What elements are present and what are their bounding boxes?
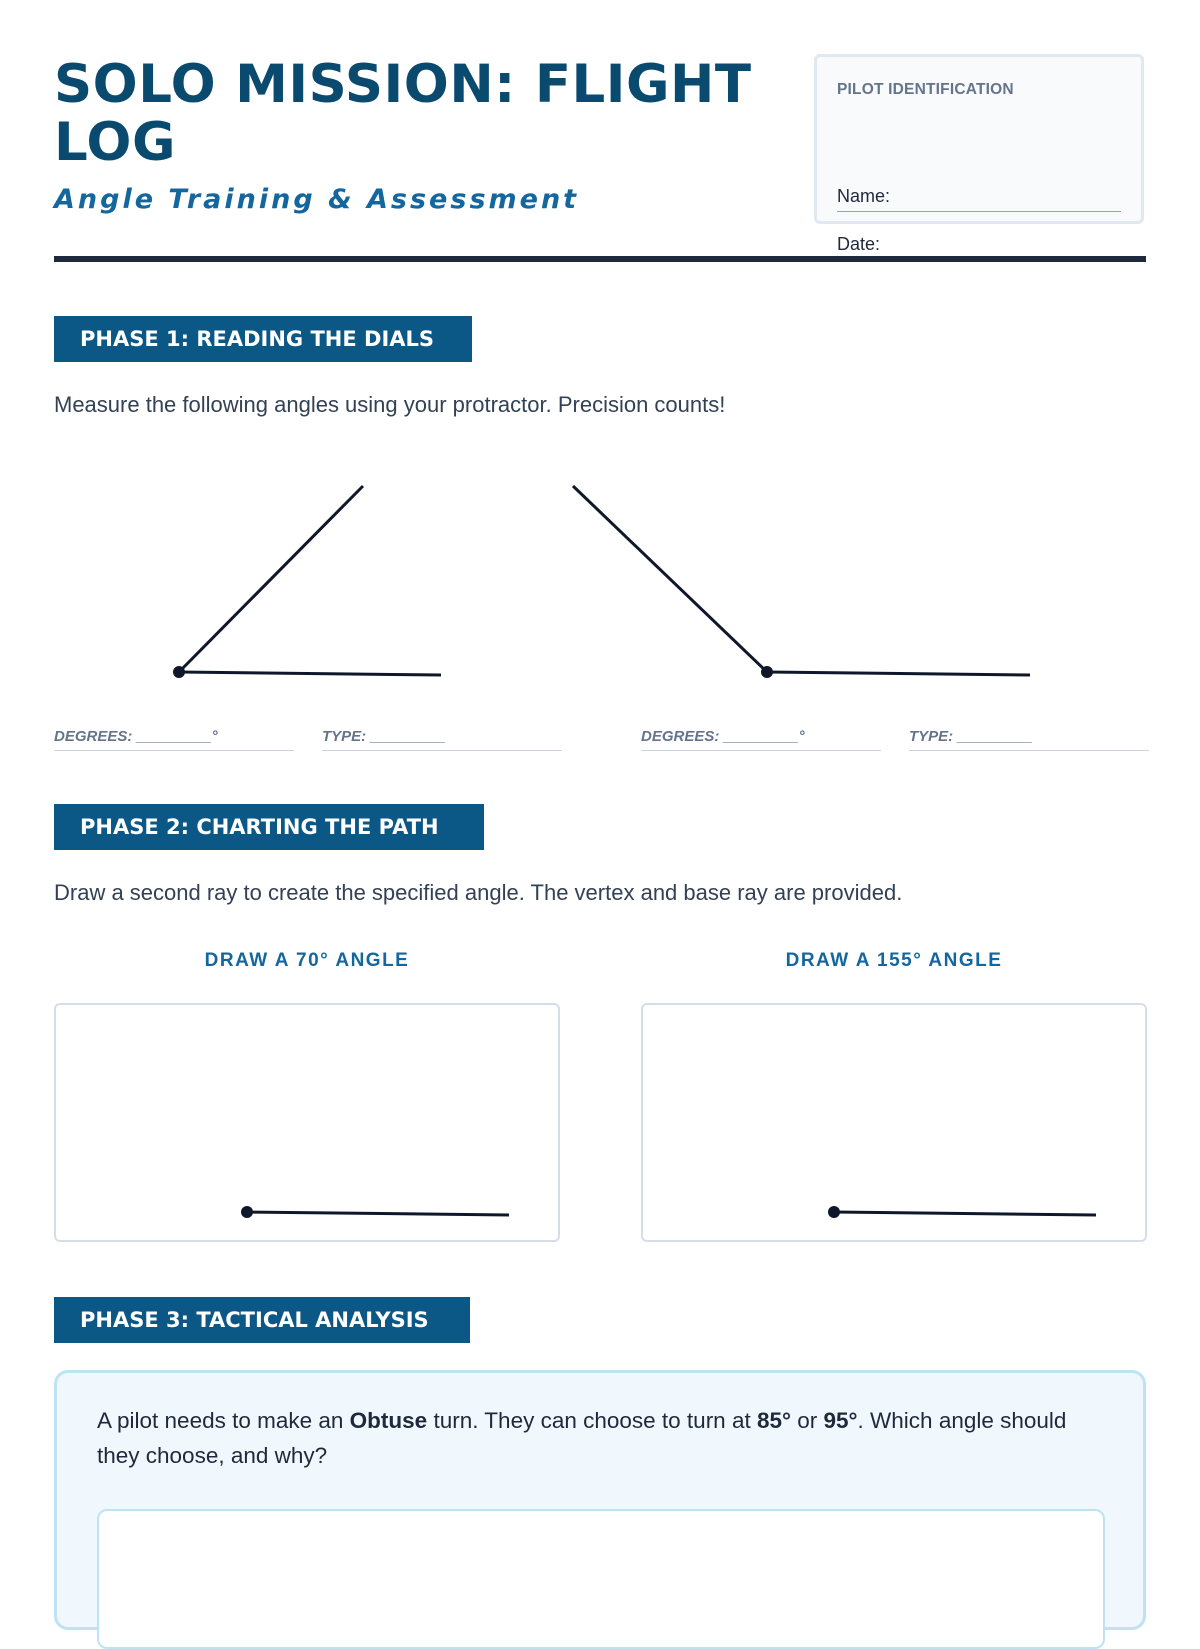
name-field[interactable]	[837, 181, 1121, 212]
worksheet-page	[54, 0, 1146, 1600]
draw-70-base-ray	[247, 1212, 509, 1215]
header-divider	[54, 256, 1146, 262]
page-subtitle: Angle Training & Assessment	[54, 184, 580, 215]
angle-2-degrees-field[interactable]	[641, 718, 881, 751]
pilot-identification-box	[814, 54, 1144, 254]
draw-155-base-ray	[834, 1212, 1096, 1215]
angle-2-base-ray	[767, 672, 1030, 675]
angle-1-degrees-field[interactable]	[54, 718, 294, 751]
angle-2-type-field[interactable]	[909, 718, 1149, 751]
angle-diagram-2	[573, 486, 1030, 678]
analysis-question: A pilot needs to make an Obtuse turn. They can choose to turn at 85° or 95°. Which angle should they choose, and why?	[97, 1408, 1067, 1468]
phase-1-banner: PHASE 1: READING THE DIALS	[54, 316, 472, 362]
angle-diagram-1	[173, 486, 441, 678]
phase-2-banner: PHASE 2: CHARTING THE PATH	[54, 804, 484, 850]
angle-1-base-ray	[179, 672, 441, 675]
phase-1-angle-diagrams	[0, 470, 1200, 690]
pilot-identification-heading: PILOT IDENTIFICATION	[837, 81, 1014, 98]
date-label: Date:	[837, 234, 881, 254]
draw-70-angle-area[interactable]	[54, 1003, 560, 1242]
draw-155-angle-base	[643, 1005, 1145, 1240]
draw-155-angle-area[interactable]	[641, 1003, 1147, 1242]
angle-1-vertex	[173, 666, 185, 678]
angle-1-degrees-label: DEGREES: _________°	[54, 728, 218, 745]
angle-2-second-ray	[573, 486, 767, 672]
draw-155-angle-label: DRAW A 155° ANGLE	[785, 950, 1003, 971]
angle-1-second-ray	[179, 486, 363, 672]
option-85: 85°	[756, 1408, 791, 1433]
angle-2-vertex	[761, 666, 773, 678]
phase-3-banner: PHASE 3: TACTICAL ANALYSIS	[54, 1297, 470, 1343]
draw-70-vertex	[241, 1206, 253, 1218]
phase-2-instructions: Draw a second ray to create the specified angle. The vertex and base ray are provided.	[54, 880, 903, 905]
angle-2-degrees-label: DEGREES: _________°	[641, 728, 805, 745]
angle-1-type-field[interactable]	[322, 718, 562, 751]
draw-155-vertex	[828, 1206, 840, 1218]
angle-1-type-label: TYPE: _________	[322, 728, 446, 745]
page-title: SOLO MISSION: FLIGHT LOG	[54, 54, 752, 173]
tactical-analysis-box	[54, 1370, 1146, 1630]
option-95: 95°	[823, 1408, 858, 1433]
angle-2-type-label: TYPE: _________	[909, 728, 1033, 745]
answer-area[interactable]	[97, 1509, 1105, 1649]
term-obtuse: Obtuse	[349, 1408, 428, 1433]
phase-1-instructions: Measure the following angles using your protractor. Precision counts!	[54, 392, 726, 417]
draw-70-angle-label: DRAW A 70° ANGLE	[204, 950, 410, 971]
draw-70-angle-base	[56, 1005, 558, 1240]
name-label: Name:	[837, 186, 891, 206]
